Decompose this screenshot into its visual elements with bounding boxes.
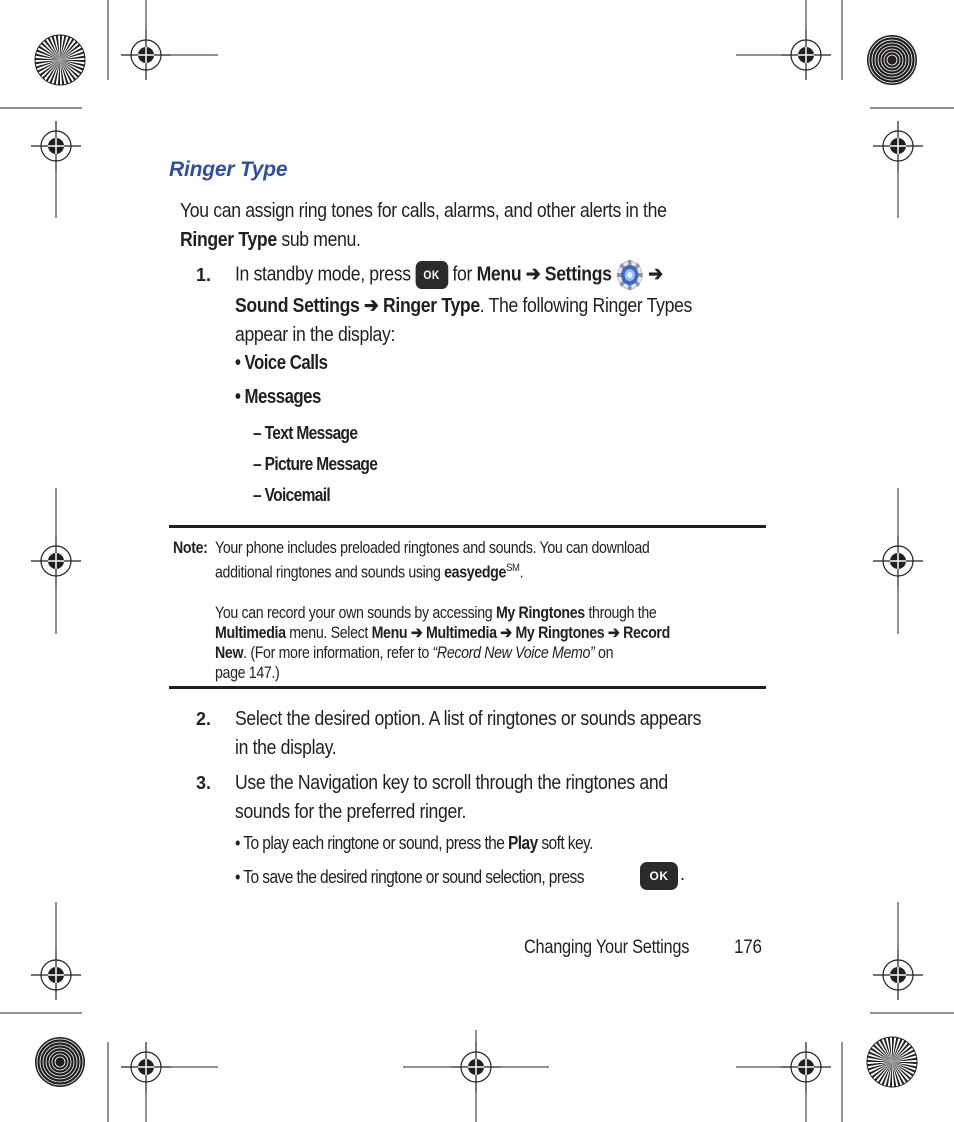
step-2-line-1: Select the desired option. A list of ringtones or sounds appears: [235, 707, 702, 730]
arrow-icon: ➔: [410, 623, 423, 642]
sub-item-voicemail: [253, 484, 330, 506]
dash-glyph: –: [253, 484, 261, 505]
step-3-line-1: Use the Navigation key to scroll through the ringtones and: [235, 771, 668, 794]
registration-target-icon: [31, 121, 81, 171]
registration-target-icon: [873, 121, 923, 171]
intro-line-2: [180, 225, 667, 254]
bullet-label: Messages: [244, 386, 321, 408]
intro-paragraph: [180, 196, 667, 254]
step-1-text: [235, 259, 692, 349]
step-1-line-3: appear in the display:: [235, 323, 396, 346]
concentric-rings-icon: [867, 35, 917, 85]
step-1-text-c: . The following Ringer Types: [479, 294, 692, 317]
footer-section-title: Changing Your Settings: [524, 937, 690, 958]
registration-target-icon: [781, 1042, 831, 1092]
intro-line-1: You can assign ring tones for calls, alarms, and other alerts in the: [180, 199, 667, 222]
registration-target-icon: [31, 536, 81, 586]
step-2-text: [235, 704, 701, 762]
step-3-text: [235, 768, 668, 826]
step-3-number: 3.: [196, 773, 212, 793]
note-menu: Menu: [371, 623, 408, 642]
note-p1-line-1: Your phone includes preloaded ringtones and sounds. You can download: [215, 539, 650, 557]
step-1-number: 1.: [196, 265, 212, 285]
step-1-line-1: [235, 259, 692, 291]
bullet-text: To play each ringtone or sound, press the: [243, 832, 509, 853]
step-2-line-2: in the display.: [235, 736, 337, 759]
bullet-voice-calls: [235, 352, 327, 375]
note-through: through the: [584, 603, 657, 622]
sub-item-text-message: [253, 422, 357, 444]
note-menu-select: menu. Select: [285, 623, 372, 642]
sub-item-picture-message: [253, 453, 377, 475]
note-top-rule: [169, 525, 766, 528]
registration-target-icon: [121, 30, 171, 80]
color-starburst-icon: [35, 35, 85, 85]
section-heading: Ringer Type: [169, 158, 288, 181]
note-p2-text: You can record your own sounds by accessing: [215, 603, 496, 622]
dash-glyph: –: [253, 453, 261, 474]
note-record: Record: [623, 623, 670, 642]
note-p2-line-1: [215, 603, 670, 623]
page-number: 176: [734, 937, 762, 958]
bullet-period: .: [680, 863, 685, 885]
step-1-text-b: for: [447, 262, 477, 286]
arrow-icon: ➔: [364, 294, 379, 317]
bullet-glyph: •: [235, 352, 241, 374]
registration-target-icon: [781, 30, 831, 80]
arrow-icon: ➔: [500, 623, 512, 642]
note-bottom-rule: [169, 686, 766, 689]
step-3-line-2: sounds for the preferred ringer.: [235, 800, 467, 823]
note-on: on: [594, 643, 614, 662]
bullet-text-end: soft key.: [537, 832, 593, 853]
bullet-messages: [235, 386, 321, 409]
sub-item-label: Text Message: [264, 422, 358, 443]
note-multimedia-2: Multimedia: [426, 623, 497, 642]
intro-line-2-rest: sub menu.: [276, 228, 361, 251]
note-new: New: [215, 643, 244, 662]
note-more-info: . (For more information, refer to: [243, 643, 433, 662]
step-1-ringer-type: Ringer Type: [383, 294, 480, 317]
ok-key-icon: OK: [640, 862, 678, 890]
note-my-ringtones-2: My Ringtones: [515, 623, 605, 642]
note-spacer: [215, 583, 670, 603]
step-3-bullet-save: [235, 866, 584, 888]
arrow-icon: ➔: [525, 262, 541, 286]
step-1-text-a: In standby mode, press: [235, 262, 416, 286]
note-p2-line-4: page 147.): [215, 663, 280, 682]
step-1-sound-settings: Sound Settings: [235, 294, 360, 317]
ok-key-inline: [640, 862, 684, 890]
note-period: .: [519, 563, 524, 582]
note-multimedia: Multimedia: [215, 623, 286, 642]
note-p1-line-2: [215, 558, 670, 583]
dash-glyph: –: [253, 422, 261, 443]
intro-ringer-type: Ringer Type: [180, 228, 277, 251]
note-p2-line-2: [215, 623, 670, 643]
color-starburst-icon: [867, 1037, 917, 1087]
sub-item-label: Picture Message: [264, 453, 378, 474]
step-3-bullet-play: [235, 832, 593, 854]
bullet-label: Voice Calls: [244, 352, 328, 374]
step-2-number: 2.: [196, 709, 212, 729]
registration-target-icon: [121, 1042, 171, 1092]
ok-key-icon: OK: [415, 261, 448, 289]
play-soft-key-label: Play: [508, 832, 538, 853]
note-my-ringtones: My Ringtones: [495, 603, 585, 622]
note-sm-superscript: SM: [506, 562, 520, 574]
step-1-menu: Menu: [476, 262, 522, 286]
bullet-text: To save the desired ringtone or sound selection, press: [243, 866, 584, 887]
registration-target-icon: [873, 950, 923, 1000]
step-1-settings: Settings: [544, 262, 612, 286]
bullet-glyph: •: [235, 832, 240, 853]
note-label: Note:: [173, 539, 208, 557]
registration-target-icon: [873, 536, 923, 586]
bullet-glyph: •: [235, 866, 240, 887]
arrow-icon: ➔: [648, 262, 663, 286]
sub-item-label: Voicemail: [264, 484, 330, 505]
note-reference: “Record New Voice Memo”: [432, 643, 595, 662]
note-p1-text: additional ringtones and sounds using: [215, 563, 445, 582]
concentric-rings-icon: [35, 1037, 85, 1087]
bullet-glyph: •: [235, 386, 241, 408]
registration-target-icon: [451, 1042, 501, 1092]
note-body: [215, 538, 670, 683]
step-1-line-2: [235, 291, 692, 320]
registration-target-icon: [31, 950, 81, 1000]
note-p2-line-3: [215, 643, 670, 663]
arrow-icon: ➔: [607, 623, 620, 642]
settings-gear-icon: [616, 259, 644, 291]
note-easyedge: easyedge: [444, 563, 507, 582]
